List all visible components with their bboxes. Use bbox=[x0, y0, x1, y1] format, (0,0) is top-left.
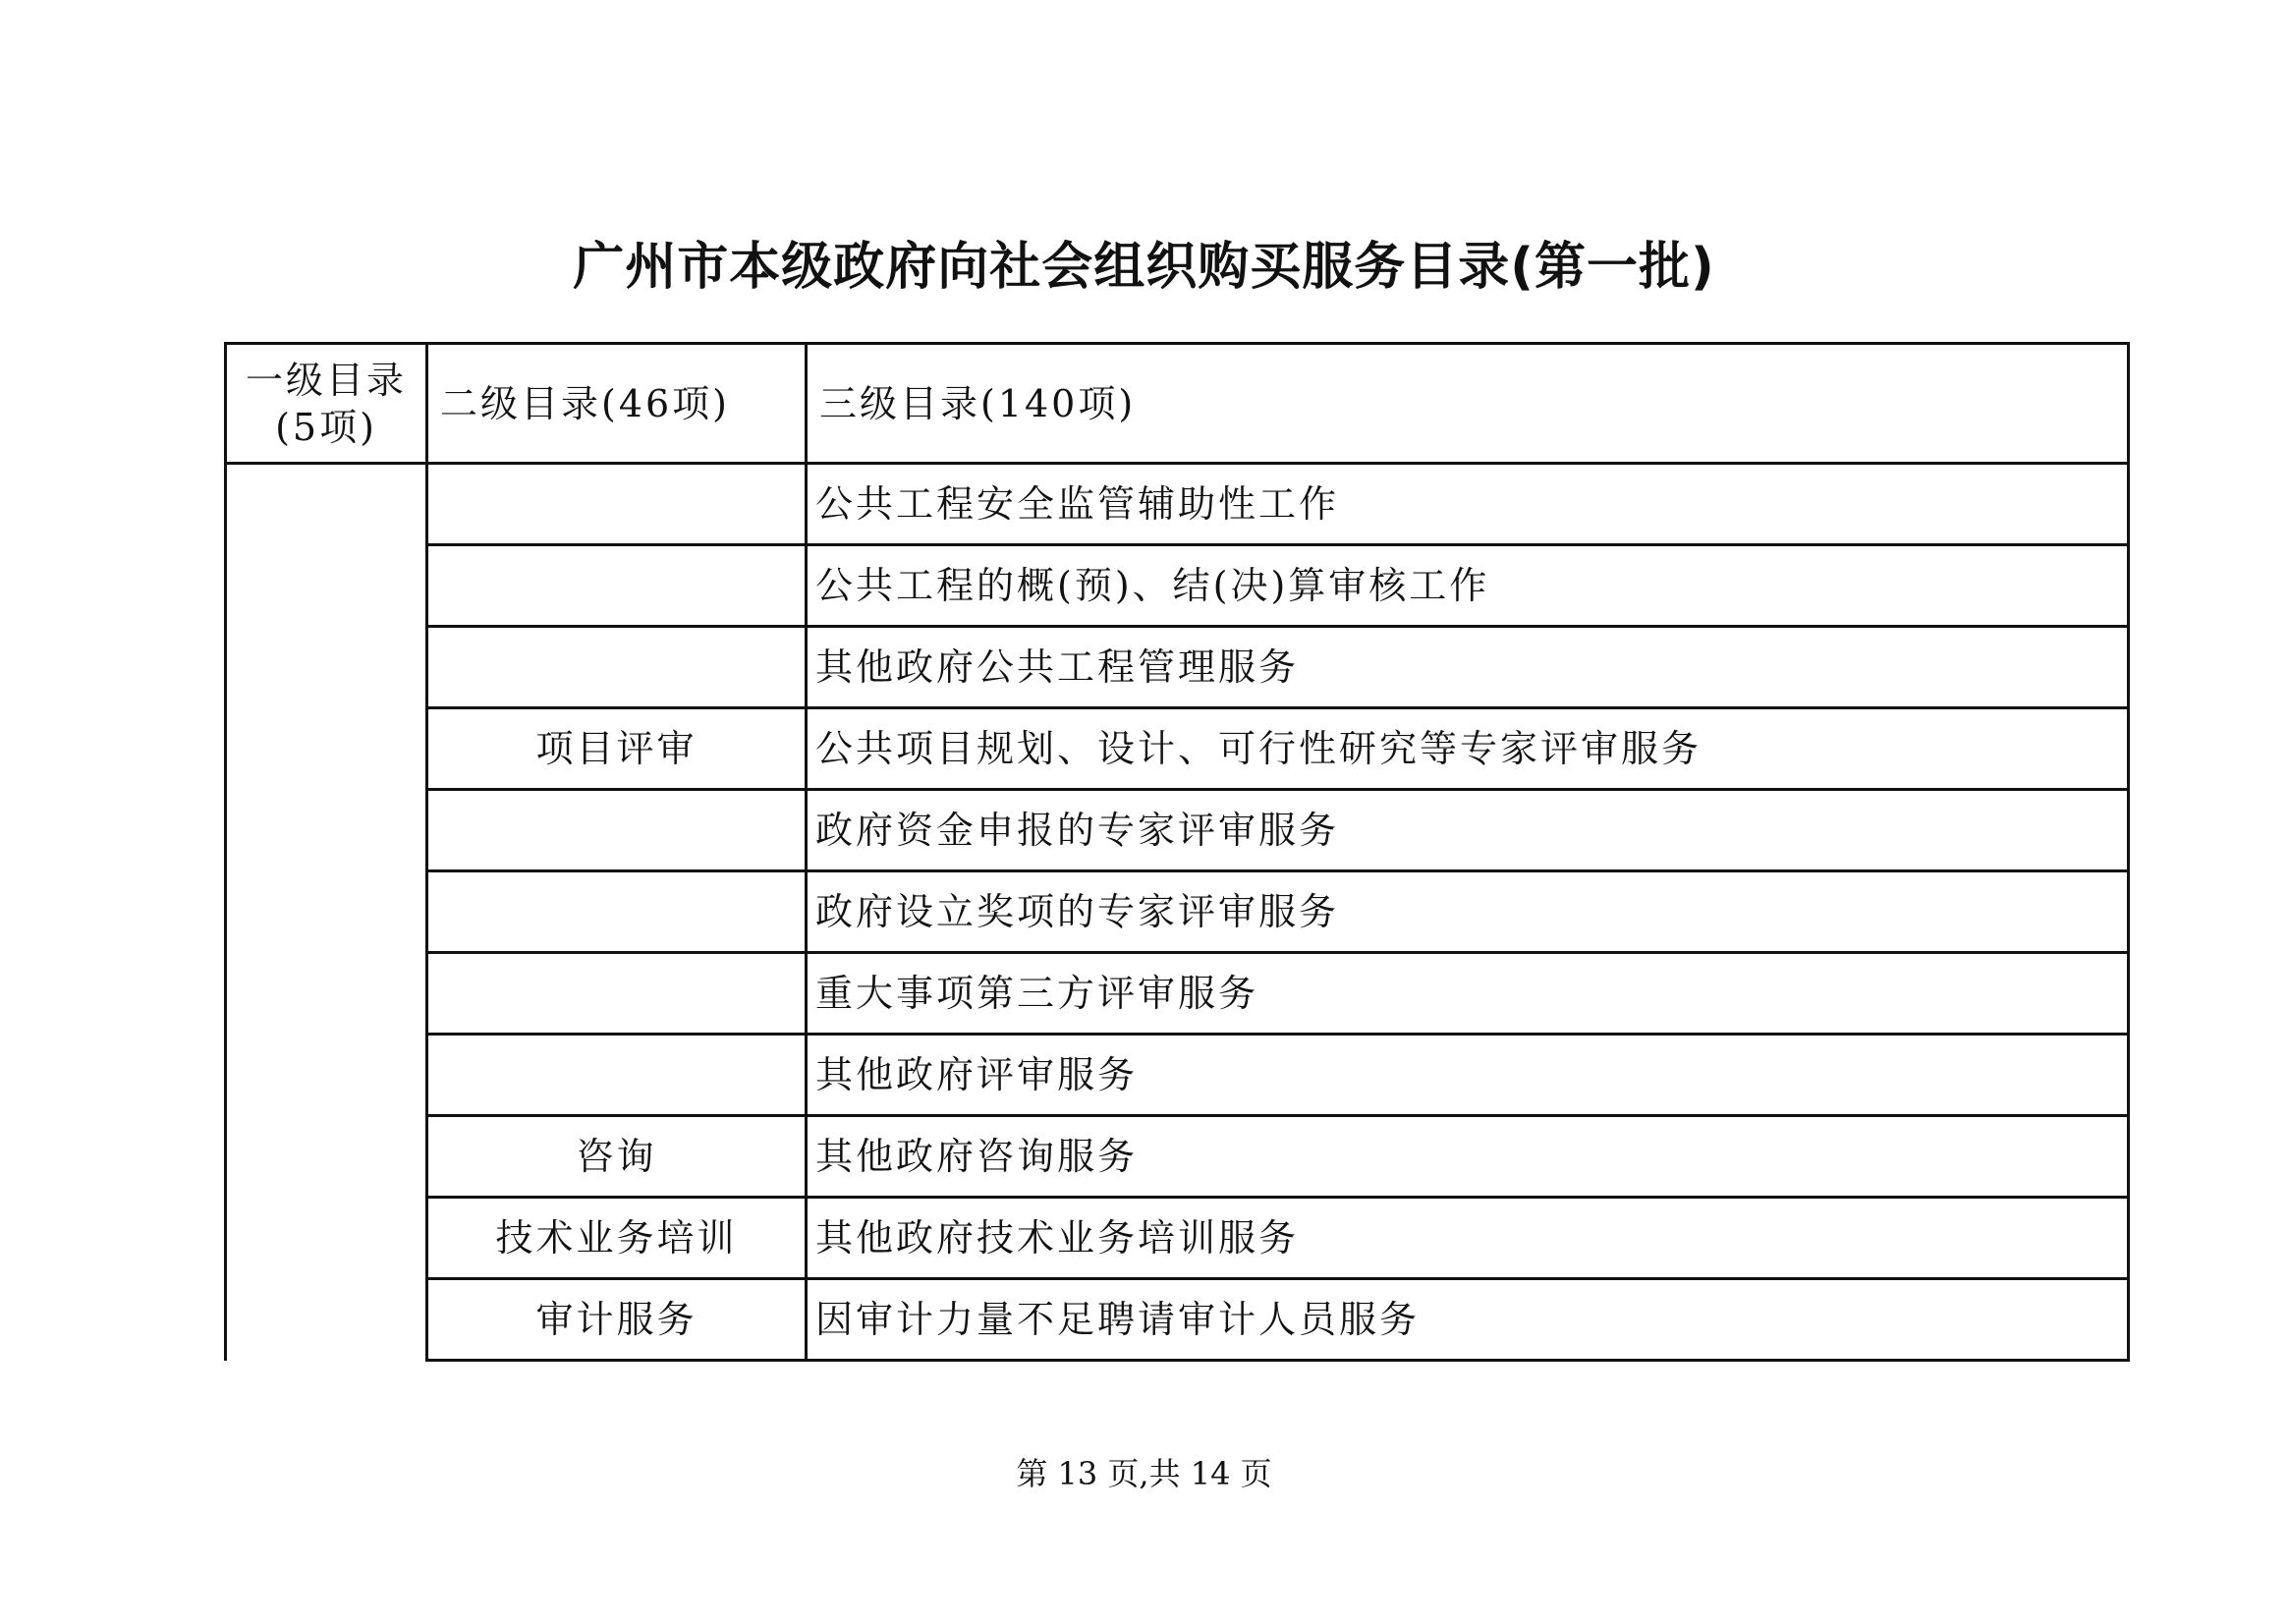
table-row bbox=[226, 1279, 2129, 1361]
level3-cell: 其他政府公共工程管理服务 bbox=[807, 627, 2129, 708]
level2-cell bbox=[427, 1035, 807, 1116]
table-row bbox=[226, 790, 2129, 871]
header-level3: 三级目录(140项) bbox=[807, 344, 2129, 464]
level3-cell: 公共项目规划、设计、可行性研究等专家评审服务 bbox=[807, 708, 2129, 790]
level2-cell bbox=[427, 545, 807, 627]
header-level1-line2: (5项) bbox=[275, 405, 377, 449]
level2-cell bbox=[427, 871, 807, 953]
level3-cell: 其他政府评审服务 bbox=[807, 1035, 2129, 1116]
table-row bbox=[226, 708, 2129, 790]
level3-cell: 其他政府咨询服务 bbox=[807, 1116, 2129, 1198]
table-header-row bbox=[226, 344, 2129, 464]
catalog-table bbox=[224, 342, 2130, 1362]
table-row bbox=[226, 1116, 2129, 1198]
header-level2: 二级目录(46项) bbox=[427, 344, 807, 464]
level3-cell: 政府资金申报的专家评审服务 bbox=[807, 790, 2129, 871]
level2-cell bbox=[427, 790, 807, 871]
table-row bbox=[226, 871, 2129, 953]
table-row bbox=[226, 1035, 2129, 1116]
header-level1-line1: 一级目录 bbox=[245, 358, 407, 402]
level3-cell: 公共工程安全监管辅助性工作 bbox=[807, 464, 2129, 545]
level2-cell bbox=[427, 464, 807, 545]
level3-cell: 其他政府技术业务培训服务 bbox=[807, 1198, 2129, 1279]
catalog-table-container bbox=[224, 342, 2127, 1362]
table-row bbox=[226, 1198, 2129, 1279]
level3-cell: 公共工程的概(预)、结(决)算审核工作 bbox=[807, 545, 2129, 627]
header-level1 bbox=[226, 344, 427, 464]
page-title: 广州市本级政府向社会组织购买服务目录(第一批) bbox=[573, 238, 1715, 297]
level3-cell: 重大事项第三方评审服务 bbox=[807, 953, 2129, 1035]
level3-cell: 政府设立奖项的专家评审服务 bbox=[807, 871, 2129, 953]
table-row bbox=[226, 627, 2129, 708]
level2-cell: 审计服务 bbox=[427, 1279, 807, 1361]
level2-cell bbox=[427, 953, 807, 1035]
table-row bbox=[226, 464, 2129, 545]
level1-cell bbox=[226, 464, 427, 1361]
level2-cell: 咨询 bbox=[427, 1116, 807, 1198]
page-number-footer: 第 13 页,共 14 页 bbox=[1016, 1455, 1272, 1492]
table-row bbox=[226, 545, 2129, 627]
level2-cell: 项目评审 bbox=[427, 708, 807, 790]
level2-cell: 技术业务培训 bbox=[427, 1198, 807, 1279]
level2-cell bbox=[427, 627, 807, 708]
level3-cell: 因审计力量不足聘请审计人员服务 bbox=[807, 1279, 2129, 1361]
table-row bbox=[226, 953, 2129, 1035]
